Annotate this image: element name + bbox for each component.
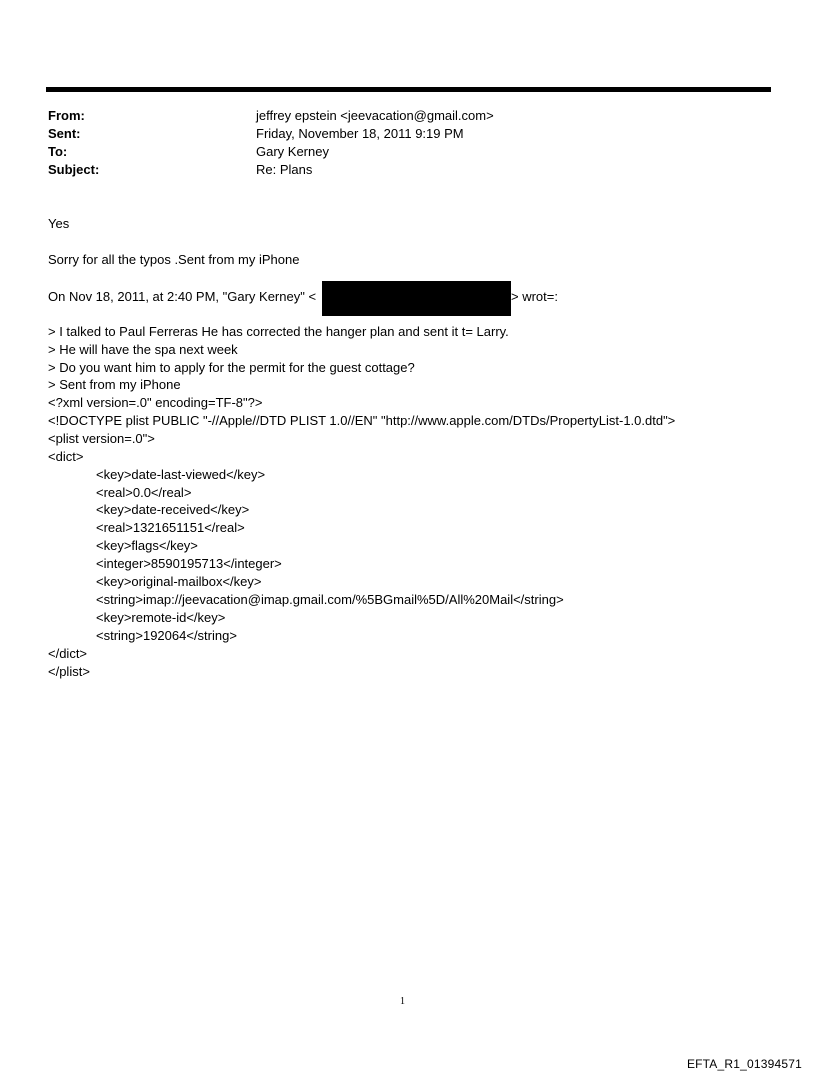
plist-line: <key>remote-id</key> — [96, 610, 226, 625]
plist-line: <key>original-mailbox</key> — [96, 574, 262, 589]
sent-value: Friday, November 18, 2011 9:19 PM — [256, 126, 464, 141]
reply-text: Yes — [48, 216, 70, 231]
quote-intro-suffix: > wrot=: — [511, 289, 558, 304]
plist-line: <real>0.0</real> — [96, 485, 192, 500]
quoted-line: > I talked to Paul Ferreras He has corrected the hanger plan and sent it t= Larry. — [48, 324, 509, 339]
from-value: jeffrey epstein <jeevacation@gmail.com> — [256, 108, 494, 123]
signature-text: Sorry for all the typos .Sent from my iPhone — [48, 252, 300, 267]
plist-line: <key>date-received</key> — [96, 502, 250, 517]
plist-line: <key>date-last-viewed</key> — [96, 467, 266, 482]
plist-line: <!DOCTYPE plist PUBLIC "-//Apple//DTD PLIST 1.0//EN" "http://www.apple.com/DTDs/PropertyList-1.0.dtd"> — [48, 413, 676, 428]
document-id: EFTA_R1_01394571 — [686, 1057, 802, 1071]
subject-label: Subject: — [48, 162, 100, 177]
page-number: 1 — [400, 996, 405, 1007]
quoted-line: > He will have the spa next week — [48, 342, 238, 357]
quoted-line: > Sent from my iPhone — [48, 377, 181, 392]
quoted-line: > Do you want him to apply for the permit for the guest cottage? — [48, 360, 415, 375]
header-rule — [46, 87, 771, 92]
plist-line: </plist> — [48, 664, 90, 679]
subject-value: Re: Plans — [256, 162, 313, 177]
plist-line: <?xml version=.0" encoding=TF-8"?> — [48, 395, 263, 410]
plist-line: <string>imap://jeevacation@imap.gmail.com/%5BGmail%5D/All%20Mail</string> — [96, 592, 564, 607]
plist-line: <plist version=.0"> — [48, 431, 155, 446]
plist-line: </dict> — [48, 646, 88, 661]
sent-label: Sent: — [48, 126, 81, 141]
to-label: To: — [48, 144, 68, 159]
plist-line: <key>flags</key> — [96, 538, 198, 553]
plist-line: <dict> — [48, 449, 84, 464]
from-label: From: — [48, 108, 85, 123]
redaction-box — [322, 281, 511, 316]
plist-line: <real>1321651151</real> — [96, 520, 245, 535]
plist-line: <integer>8590195713</integer> — [96, 556, 282, 571]
plist-line: <string>192064</string> — [96, 628, 237, 643]
quote-intro-prefix: On Nov 18, 2011, at 2:40 PM, "Gary Kerney" < — [48, 289, 317, 304]
to-value: Gary Kerney — [256, 144, 329, 159]
